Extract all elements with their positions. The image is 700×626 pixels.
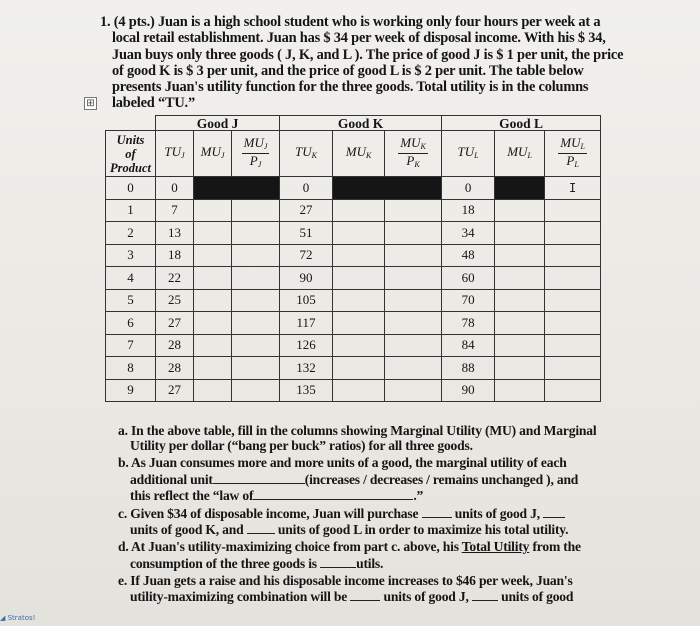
corner-cell (106, 116, 156, 131)
table-row (106, 244, 601, 267)
tu-l-cell: 18 (442, 199, 495, 222)
mu-per-price-l-cell[interactable] (545, 177, 601, 200)
tu-j-cell: 18 (156, 244, 194, 267)
mu-per-price-l-cell[interactable] (545, 199, 601, 222)
tu-k-cell: 135 (280, 379, 333, 402)
part-e-line: e. If Juan gets a raise and his disposable income increases to $46 per week, Juan's (118, 572, 573, 588)
mu-per-price-l-cell[interactable] (545, 222, 601, 245)
mu-per-price-k-cell[interactable] (385, 267, 442, 290)
mu-l-cell[interactable] (495, 222, 545, 245)
mu-per-price-k-cell[interactable] (385, 357, 442, 380)
mu-k-cell[interactable] (333, 379, 385, 402)
mu-per-price-j-cell[interactable] (232, 267, 280, 290)
table-row (106, 222, 601, 245)
mu-per-price-j-cell[interactable] (232, 244, 280, 267)
blank-answer[interactable] (422, 505, 452, 518)
question-line: presents Juan's utility function for the three goods. Total utility is in the columns (112, 79, 589, 96)
tu-k-cell: 72 (280, 244, 333, 267)
mu-j-cell[interactable] (194, 199, 232, 222)
mu-l-cell[interactable] (495, 267, 545, 290)
mu-per-price-l-cell[interactable] (545, 267, 601, 290)
mu-l-cell[interactable] (495, 357, 545, 380)
mu-l-cell[interactable] (495, 334, 545, 357)
tu-j-cell: 7 (156, 199, 194, 222)
mu-l-cell[interactable] (495, 379, 545, 402)
blacked-out-cell (194, 177, 280, 200)
part-b-line: b. As Juan consumes more and more units of a good, the marginal utility of each (118, 455, 567, 471)
table-row (106, 379, 601, 402)
part-b-line: additional unit (increases / decreases / remains unchanged ), and (130, 471, 579, 487)
question-line: 1. (4 pts.) Juan is a high school student who is working only four hours per week at a (100, 14, 601, 30)
mu-per-price-j-cell[interactable] (232, 199, 280, 222)
question-text (100, 14, 624, 112)
part-d-line: consumption of the three goods is utils. (130, 555, 384, 571)
blank-answer[interactable] (350, 588, 380, 601)
tu-k-cell: 51 (280, 222, 333, 245)
group-header-good-k: Good K (280, 116, 442, 131)
tu-k-cell: 126 (280, 334, 333, 357)
tu-k-cell: 132 (280, 357, 333, 380)
mu-per-price-j-cell[interactable] (232, 357, 280, 380)
mu-k-cell[interactable] (333, 267, 385, 290)
mu-per-price-k-cell[interactable] (385, 379, 442, 402)
question-line: labeled “TU.” (112, 95, 195, 112)
mu-per-price-l-cell[interactable] (545, 312, 601, 335)
table-row (106, 289, 601, 312)
units-cell: 3 (106, 244, 156, 267)
mu-k-header: $MU_K$ (333, 131, 385, 177)
question-line: local retail establishment. Juan has $ 34 per week of disposal income. With his $ 34, (112, 30, 606, 47)
mu-k-cell[interactable] (333, 199, 385, 222)
part-b-line: this reflect the “law of .” (130, 487, 424, 503)
units-cell: 7 (106, 334, 156, 357)
blank-answer[interactable] (253, 487, 413, 500)
tu-k-cell: 105 (280, 289, 333, 312)
tu-j-cell: 28 (156, 357, 194, 380)
mu-j-cell[interactable] (194, 379, 232, 402)
mu-per-price-l-cell[interactable] (545, 244, 601, 267)
mu-per-price-k-cell[interactable] (385, 199, 442, 222)
question-line: of good K is $ 3 per unit, and the price of good L is $ 2 per unit. The table below (112, 62, 584, 79)
tu-j-header: $TU_J$ (156, 131, 194, 177)
units-cell: 0 (106, 177, 156, 200)
part-e-line: utility-maximizing combination will be units of good J, units of good (130, 589, 574, 605)
mu-per-price-k-cell[interactable] (385, 244, 442, 267)
table-row (106, 312, 601, 335)
table-row (106, 177, 601, 200)
mu-per-price-j-cell[interactable] (232, 289, 280, 312)
tu-l-cell: 60 (442, 267, 495, 290)
mu-l-cell[interactable] (495, 289, 545, 312)
mu-k-cell[interactable] (333, 312, 385, 335)
units-cell: 9 (106, 379, 156, 402)
mu-k-cell[interactable] (333, 244, 385, 267)
mu-j-cell[interactable] (194, 334, 232, 357)
mu-per-price-k-cell[interactable] (385, 289, 442, 312)
table-row (106, 199, 601, 222)
mu-per-price-j-header: $\frac{MU_J}{P_J}$ (232, 131, 280, 177)
tu-l-cell: 88 (442, 357, 495, 380)
tu-l-cell: 70 (442, 289, 495, 312)
part-a-line: Utility per dollar (“bang per buck” ratios) for all three goods. (130, 438, 473, 454)
tu-k-cell: 90 (280, 267, 333, 290)
tu-j-cell: 0 (156, 177, 194, 200)
mu-j-cell[interactable] (194, 267, 232, 290)
text-cursor-icon: I (568, 180, 577, 195)
mu-per-price-l-cell[interactable] (545, 334, 601, 357)
part-d-line: d. At Juan's utility-maximizing choice from part c. above, his Total Utility from the (118, 539, 581, 555)
mu-l-cell[interactable] (495, 199, 545, 222)
corner-label: ◢ Stratos! (0, 614, 36, 622)
blank-answer[interactable] (247, 521, 275, 534)
blacked-out-cell (495, 177, 545, 200)
units-cell: 5 (106, 289, 156, 312)
tu-l-cell: 78 (442, 312, 495, 335)
tu-k-header: $TU_K$ (280, 131, 333, 177)
tu-k-cell: 0 (280, 177, 333, 200)
tu-l-cell: 84 (442, 334, 495, 357)
blank-answer[interactable] (543, 505, 565, 518)
tu-l-cell: 90 (442, 379, 495, 402)
table-row (106, 267, 601, 290)
mu-k-cell[interactable] (333, 222, 385, 245)
mu-k-cell[interactable] (333, 289, 385, 312)
tu-j-cell: 27 (156, 312, 194, 335)
units-cell: 8 (106, 357, 156, 380)
tu-l-cell: 34 (442, 222, 495, 245)
question-parts (118, 423, 598, 604)
mu-per-price-l-cell[interactable] (545, 357, 601, 380)
mu-k-cell[interactable] (333, 334, 385, 357)
mu-per-price-k-header: $\frac{MU_K}{P_K}$ (385, 131, 442, 177)
mu-j-cell[interactable] (194, 222, 232, 245)
group-header-good-l: Good L (442, 116, 601, 131)
units-cell: 4 (106, 267, 156, 290)
tu-j-cell: 25 (156, 289, 194, 312)
units-cell: 1 (106, 199, 156, 222)
mu-per-price-j-cell[interactable] (232, 312, 280, 335)
mu-j-cell[interactable] (194, 357, 232, 380)
mu-per-price-l-header: $\frac{MU_L}{P_L}$ (545, 131, 601, 177)
tu-l-header: $TU_L$ (442, 131, 495, 177)
table-row (106, 334, 601, 357)
table-expand-icon[interactable]: ⊞ (84, 97, 97, 110)
mu-j-cell[interactable] (194, 244, 232, 267)
units-cell: 2 (106, 222, 156, 245)
mu-per-price-k-cell[interactable] (385, 312, 442, 335)
tu-k-cell: 27 (280, 199, 333, 222)
mu-per-price-j-cell[interactable] (232, 379, 280, 402)
mu-l-cell[interactable] (495, 244, 545, 267)
mu-j-cell[interactable] (194, 312, 232, 335)
mu-per-price-j-cell[interactable] (232, 334, 280, 357)
question-line: Juan buys only three goods ( J, K, and L ). The price of good J is $ 1 per unit, the price (112, 46, 624, 63)
tu-k-cell: 117 (280, 312, 333, 335)
mu-j-cell[interactable] (194, 289, 232, 312)
mu-l-header: $MU_L$ (495, 131, 545, 177)
group-header-good-j: Good J (156, 116, 280, 131)
mu-per-price-k-cell[interactable] (385, 334, 442, 357)
blank-answer[interactable] (320, 555, 356, 568)
tu-j-cell: 28 (156, 334, 194, 357)
tu-j-cell: 27 (156, 379, 194, 402)
table-row (106, 357, 601, 380)
mu-per-price-k-cell[interactable] (385, 222, 442, 245)
part-c-line: c. Given $34 of disposable income, Juan will purchase units of good J, (118, 505, 598, 521)
units-header: Units of Product (106, 131, 156, 177)
units-cell: 6 (106, 312, 156, 335)
tu-j-cell: 22 (156, 267, 194, 290)
tu-j-cell: 13 (156, 222, 194, 245)
part-c-line: units of good K, and units of good L in order to maximize his total utility. (130, 522, 569, 538)
mu-l-cell[interactable] (495, 312, 545, 335)
mu-per-price-j-cell[interactable] (232, 222, 280, 245)
tu-l-cell: 48 (442, 244, 495, 267)
mu-k-cell[interactable] (333, 357, 385, 380)
mu-per-price-l-cell[interactable] (545, 289, 601, 312)
utility-table (105, 115, 601, 402)
mu-per-price-l-cell[interactable] (545, 379, 601, 402)
blank-answer[interactable] (213, 471, 305, 484)
blacked-out-cell (333, 177, 442, 200)
mu-j-header: $MU_J$ (194, 131, 232, 177)
blank-answer[interactable] (472, 588, 498, 601)
part-a-line: a. In the above table, fill in the columns showing Marginal Utility (MU) and Marginal (118, 423, 597, 438)
tu-l-cell: 0 (442, 177, 495, 200)
